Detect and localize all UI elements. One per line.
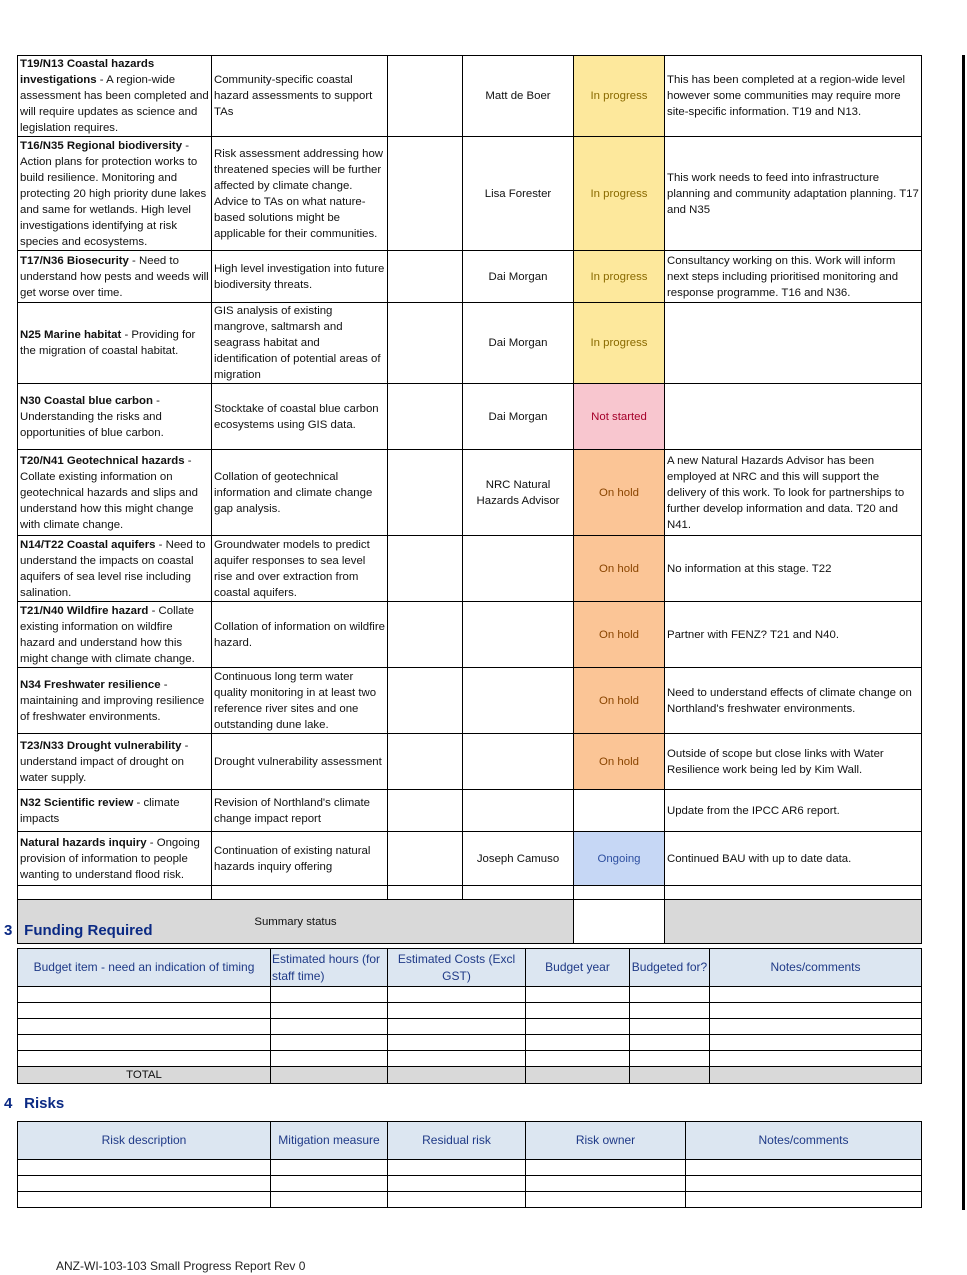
summary-status-value[interactable] (574, 900, 665, 944)
action-blank-cell (388, 734, 463, 790)
funding-row (18, 1019, 922, 1035)
table-cell[interactable] (18, 1019, 271, 1035)
table-cell[interactable] (388, 1051, 526, 1067)
table-cell[interactable] (526, 1019, 630, 1035)
action-title: N14/T22 Coastal aquifers (20, 538, 156, 551)
spacer-row (18, 886, 922, 900)
action-blank-cell (388, 668, 463, 734)
action-deliverable-cell: GIS analysis of existing mangrove, saltmarsh and seagrass habitat and identification of potential areas of migration (212, 303, 388, 384)
action-deliverable-cell: Risk assessment addressing how threatened species will be further affected by climate change. Advice to TAs on what nature-based solutions might be applicable for their communities. (212, 137, 388, 251)
action-title: T23/N33 Drought vulnerability (20, 739, 182, 752)
table-cell (18, 886, 212, 900)
action-blank-cell (388, 56, 463, 137)
action-row (18, 450, 922, 536)
action-owner-cell (463, 536, 574, 602)
action-owner-cell (463, 734, 574, 790)
table-cell[interactable] (630, 1035, 710, 1051)
table-cell[interactable] (686, 1192, 922, 1208)
table-cell (388, 886, 463, 900)
action-deliverable-cell: Community-specific coastal hazard assessments to support TAs (212, 56, 388, 137)
action-owner-cell: Dai Morgan (463, 384, 574, 450)
action-description-cell (18, 668, 212, 734)
table-cell[interactable] (271, 1035, 388, 1051)
action-comments-cell: Need to understand effects of climate change on Northland's freshwater environments. (665, 668, 922, 734)
action-blank-cell (388, 251, 463, 303)
action-deliverable-cell: Continuous long term water quality monitoring in at least two reference river sites and one outstanding dune lake. (212, 668, 388, 734)
table-cell[interactable] (18, 1035, 271, 1051)
action-blank-cell (388, 602, 463, 668)
table-cell[interactable] (388, 1160, 526, 1176)
table-cell[interactable] (526, 1051, 630, 1067)
action-deliverable-cell: Drought vulnerability assessment (212, 734, 388, 790)
action-owner-cell: NRC Natural Hazards Advisor (463, 450, 574, 536)
action-description: - understand impact of drought on water supply. (20, 739, 189, 784)
action-comments-cell: A new Natural Hazards Advisor has been employed at NRC and this will support the delivery of this work. To look for partnerships to further develop information and data. T20 and N41. (665, 450, 922, 536)
table-cell[interactable] (526, 1003, 630, 1019)
action-status-cell: In progress (574, 137, 665, 251)
funding-number: 3 (4, 922, 13, 939)
risks-header-owner: Risk owner (526, 1122, 686, 1160)
table-cell[interactable] (271, 1067, 388, 1084)
funding-header-budget-item: Budget item - need an indication of timing (18, 949, 271, 987)
action-owner-cell: Dai Morgan (463, 251, 574, 303)
action-row (18, 303, 922, 384)
risks-row (18, 1192, 922, 1208)
action-row (18, 668, 922, 734)
page-right-rule (962, 55, 965, 1210)
table-cell[interactable] (388, 987, 526, 1003)
action-description: - A region-wide assessment has been completed and will require updates as science and legislation requires. (20, 74, 209, 134)
action-description-cell (18, 303, 212, 384)
table-cell[interactable] (710, 1003, 922, 1019)
table-cell[interactable] (686, 1176, 922, 1192)
action-title: N32 Scientific review (20, 796, 134, 809)
action-title: N25 Marine habitat (20, 329, 122, 341)
action-comments-cell: Continued BAU with up to date data. (665, 832, 922, 886)
action-row (18, 832, 922, 886)
action-comments-cell: This has been completed at a region-wide level however some communities may require more site-specific information. T19 and N13. (665, 56, 922, 137)
action-blank-cell (388, 832, 463, 886)
action-deliverable-cell: High level investigation into future biodiversity threats. (212, 251, 388, 303)
funding-row (18, 1003, 922, 1019)
funding-row (18, 1051, 922, 1067)
action-comments-cell: Outside of scope but close links with Water Resilience work being led by Kim Wall. (665, 734, 922, 790)
action-description-cell (18, 251, 212, 303)
action-title: T19/N13 Coastal hazards investigations (20, 58, 155, 86)
table-cell[interactable] (630, 1051, 710, 1067)
action-status-cell: On hold (574, 450, 665, 536)
action-description: - Collate existing information on geotechnical hazards and slips and understand how this might change with climate change. (20, 454, 198, 531)
action-description: - Need to understand how pests and weeds will get worse over time. (20, 254, 209, 299)
action-deliverable-cell: Revision of Northland's climate change impact report (212, 790, 388, 832)
action-deliverable-cell: Collation of geotechnical information and climate change gap analysis. (212, 450, 388, 536)
table-cell[interactable] (271, 1003, 388, 1019)
action-comments-cell: No information at this stage. T22 (665, 536, 922, 602)
action-deliverable-cell: Stocktake of coastal blue carbon ecosystems using GIS data. (212, 384, 388, 450)
document-footer: ANZ-WI-103-103 Small Progress Report Rev 0 (56, 1259, 306, 1273)
table-cell[interactable] (271, 1160, 388, 1176)
action-description: - Collate existing information on wildfire hazard and understand how this might change with climate change. (20, 604, 195, 665)
funding-total-label: TOTAL (18, 1067, 271, 1084)
table-cell[interactable] (388, 1176, 526, 1192)
table-cell[interactable] (271, 987, 388, 1003)
risks-heading (4, 1095, 64, 1112)
risks-title: Risks (24, 1095, 65, 1112)
action-description: - Understanding the risks and opportunities of blue carbon. (20, 394, 164, 439)
action-deliverable-cell: Collation of information on wildfire hazard. (212, 602, 388, 668)
table-cell[interactable] (388, 1192, 526, 1208)
action-description-cell (18, 602, 212, 668)
table-cell[interactable] (18, 1160, 271, 1176)
action-comments-cell (665, 384, 922, 450)
table-cell (463, 886, 574, 900)
action-status-cell: On hold (574, 536, 665, 602)
action-title: T21/N40 Wildfire hazard (20, 604, 149, 617)
action-blank-cell (388, 790, 463, 832)
summary-comments (665, 900, 922, 944)
table-cell[interactable] (630, 1003, 710, 1019)
table-cell[interactable] (388, 1003, 526, 1019)
funding-table (17, 948, 922, 1084)
action-status-cell: In progress (574, 56, 665, 137)
action-blank-cell (388, 137, 463, 251)
action-blank-cell (388, 450, 463, 536)
action-title: T17/N36 Biosecurity (20, 254, 129, 267)
risks-number: 4 (4, 1095, 13, 1112)
action-title: N30 Coastal blue carbon (20, 394, 153, 407)
action-row (18, 384, 922, 450)
action-title: T20/N41 Geotechnical hazards (20, 454, 185, 467)
table-cell (212, 886, 388, 900)
risks-header-notes: Notes/comments (686, 1122, 922, 1160)
action-status-cell: Ongoing (574, 832, 665, 886)
funding-row (18, 987, 922, 1003)
action-row (18, 734, 922, 790)
table-cell[interactable] (18, 1176, 271, 1192)
actions-table (17, 55, 922, 944)
table-cell[interactable] (18, 1192, 271, 1208)
table-cell[interactable] (18, 1003, 271, 1019)
action-description-cell (18, 734, 212, 790)
action-description-cell (18, 137, 212, 251)
risks-row (18, 1160, 922, 1176)
risks-header-mitigation: Mitigation measure (271, 1122, 388, 1160)
funding-header-hours: Estimated hours (for staff time) (271, 949, 388, 987)
table-cell[interactable] (271, 1192, 388, 1208)
action-owner-cell: Joseph Camuso (463, 832, 574, 886)
action-description: - Providing for the migration of coastal habitat. (20, 329, 196, 357)
action-blank-cell (388, 303, 463, 384)
action-blank-cell (388, 384, 463, 450)
action-comments-cell (665, 303, 922, 384)
action-row (18, 536, 922, 602)
funding-title: Funding Required (24, 922, 153, 939)
table-cell[interactable] (388, 1067, 526, 1084)
action-owner-cell: Dai Morgan (463, 303, 574, 384)
action-row (18, 602, 922, 668)
action-description-cell (18, 536, 212, 602)
table-cell[interactable] (18, 1051, 271, 1067)
action-description: - Need to understand the impacts on coastal aquifers of sea level rise including salination. (20, 538, 206, 599)
table-cell[interactable] (526, 1067, 630, 1084)
action-status-cell: In progress (574, 251, 665, 303)
action-comments-cell: Consultancy working on this. Work will inform next steps including prioritised monitoring and response programme. T16 and N36. (665, 251, 922, 303)
action-title: N34 Freshwater resilience (20, 678, 161, 691)
table-cell[interactable] (710, 987, 922, 1003)
action-row (18, 251, 922, 303)
table-cell[interactable] (388, 1035, 526, 1051)
table-cell[interactable] (271, 1019, 388, 1035)
table-cell[interactable] (710, 1035, 922, 1051)
table-cell[interactable] (271, 1051, 388, 1067)
action-title: Natural hazards inquiry (20, 836, 147, 849)
action-description: - maintaining and improving resilience of freshwater environments. (20, 678, 205, 723)
action-description-cell (18, 832, 212, 886)
action-row (18, 137, 922, 251)
funding-row (18, 1035, 922, 1051)
table-cell[interactable] (526, 1192, 686, 1208)
action-description-cell (18, 790, 212, 832)
summary-row (18, 900, 922, 944)
action-blank-cell (388, 536, 463, 602)
action-comments-cell: This work needs to feed into infrastructure planning and community adaptation planning. T17 and N35 (665, 137, 922, 251)
action-title: T16/N35 Regional biodiversity (20, 139, 183, 152)
funding-heading (4, 922, 153, 939)
table-cell[interactable] (686, 1160, 922, 1176)
table-cell[interactable] (388, 1019, 526, 1035)
table-cell (574, 886, 665, 900)
funding-header-notes: Notes/comments (710, 949, 922, 987)
action-description-cell (18, 384, 212, 450)
funding-total-row (18, 1067, 922, 1084)
funding-header-budgeted-for: Budgeted for? (630, 949, 710, 987)
action-owner-cell: Lisa Forester (463, 137, 574, 251)
action-row (18, 790, 922, 832)
table-cell[interactable] (18, 987, 271, 1003)
action-status-cell: Not started (574, 384, 665, 450)
table-cell[interactable] (271, 1176, 388, 1192)
table-cell[interactable] (710, 1051, 922, 1067)
action-description-cell (18, 56, 212, 137)
action-status-cell: On hold (574, 668, 665, 734)
action-owner-cell (463, 790, 574, 832)
table-cell[interactable] (526, 1035, 630, 1051)
action-owner-cell: Matt de Boer (463, 56, 574, 137)
table-cell[interactable] (630, 1019, 710, 1035)
funding-header-costs: Estimated Costs (Excl GST) (388, 949, 526, 987)
summary-status-label: Summary status (18, 900, 574, 944)
action-status-cell (574, 790, 665, 832)
action-deliverable-cell: Continuation of existing natural hazards inquiry offering (212, 832, 388, 886)
table-cell (665, 886, 922, 900)
funding-header-budget-year: Budget year (526, 949, 630, 987)
table-cell[interactable] (630, 1067, 710, 1084)
risks-table (17, 1121, 922, 1208)
action-status-cell: On hold (574, 602, 665, 668)
action-comments-cell: Partner with FENZ? T21 and N40. (665, 602, 922, 668)
action-owner-cell (463, 668, 574, 734)
action-description: - Action plans for protection works to build resilience. Monitoring and protecting 20 high priority dune lakes and same for wetlands. High level investigations identifying at risk species and ecosystems. (20, 139, 207, 248)
risks-header-description: Risk description (18, 1122, 271, 1160)
action-description: - climate impacts (20, 796, 180, 825)
table-cell[interactable] (526, 1160, 686, 1176)
risks-row (18, 1176, 922, 1192)
action-description: - Ongoing provision of information to people wanting to understand flood risk. (20, 836, 200, 881)
action-owner-cell (463, 602, 574, 668)
table-cell[interactable] (630, 987, 710, 1003)
risks-header-residual: Residual risk (388, 1122, 526, 1160)
action-row (18, 56, 922, 137)
table-cell[interactable] (526, 1176, 686, 1192)
table-cell[interactable] (526, 987, 630, 1003)
action-status-cell: On hold (574, 734, 665, 790)
action-description-cell (18, 450, 212, 536)
table-cell[interactable] (710, 1019, 922, 1035)
action-deliverable-cell: Groundwater models to predict aquifer responses to sea level rise and over extraction from coastal aquifers. (212, 536, 388, 602)
action-comments-cell: Update from the IPCC AR6 report. (665, 790, 922, 832)
table-cell[interactable] (710, 1067, 922, 1084)
action-status-cell: In progress (574, 303, 665, 384)
